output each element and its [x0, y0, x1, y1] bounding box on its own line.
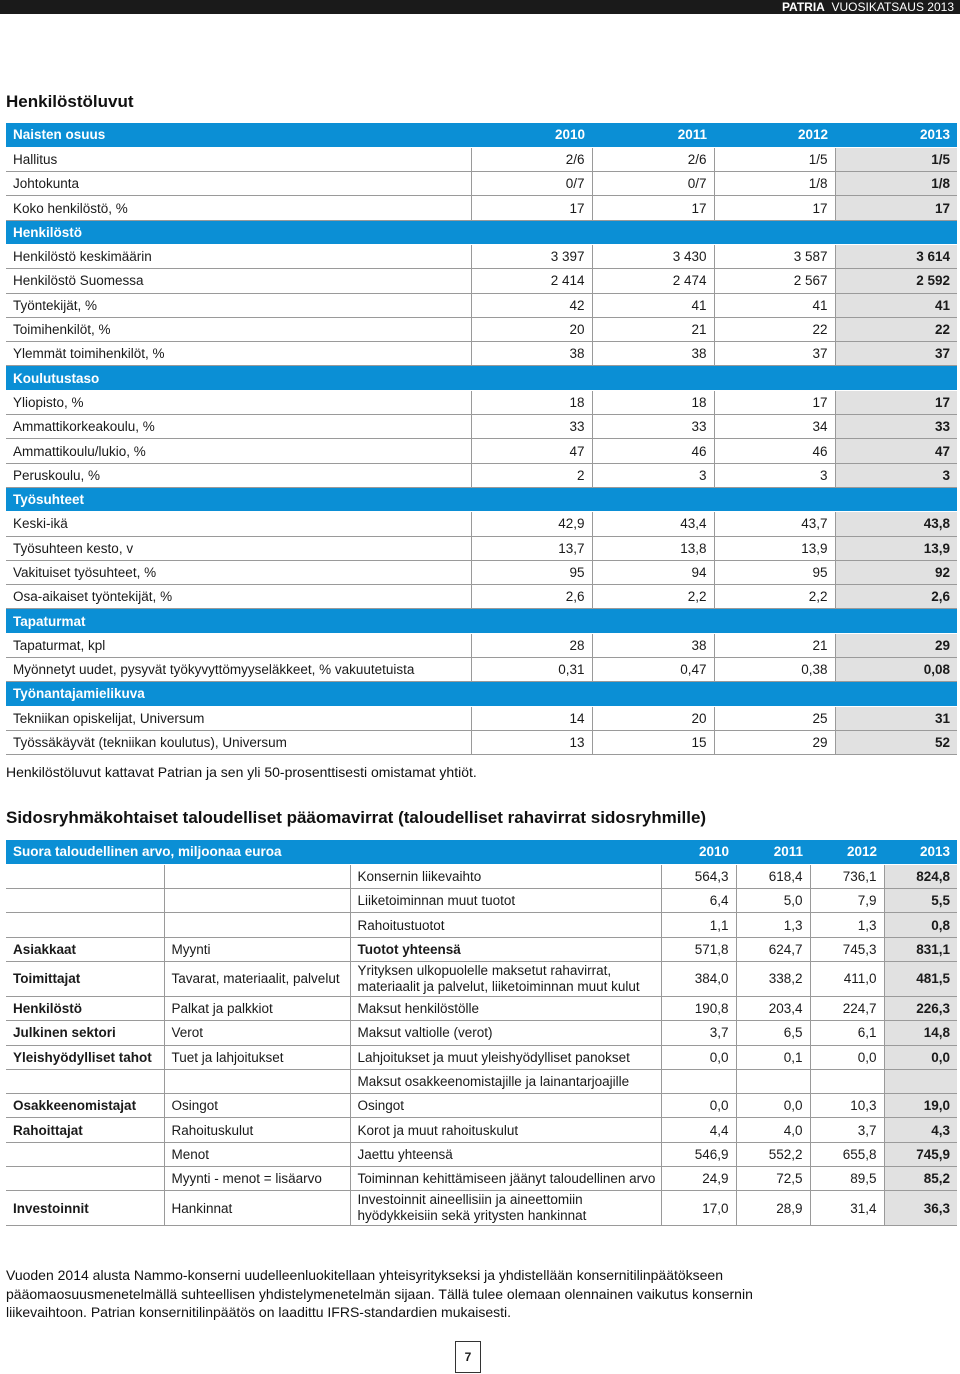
value-cell-2010: 0,31 [471, 658, 592, 682]
stakeholder-cell [6, 913, 164, 937]
year-header: 2012 [714, 123, 835, 147]
cashflow-table [6, 840, 957, 1226]
value-cell-2011: 41 [592, 293, 714, 317]
row-label: Myönnetyt uudet, pysyvät työkyvyttömyyseläkkeet, % vakuutetuista [6, 658, 471, 682]
flow-type-cell [164, 1069, 350, 1093]
value-cell-2010: 2 414 [471, 269, 592, 293]
value-cell-2013: 29 [835, 633, 957, 657]
value-cell-2011: 2 474 [592, 269, 714, 293]
header-spacer [714, 609, 835, 633]
value-cell-2011: 21 [592, 317, 714, 341]
row-label: Työntekijät, % [6, 293, 471, 317]
header-spacer [835, 609, 957, 633]
year-header: 2013 [884, 840, 957, 864]
header-spacer [471, 609, 592, 633]
description-cell: Osingot [350, 1094, 661, 1118]
value-cell-2012: 0,0 [810, 1045, 884, 1069]
value-cell-2013: 36,3 [884, 1191, 957, 1226]
table-row [6, 342, 957, 366]
personnel-section-title: Henkilöstöluvut [6, 92, 134, 111]
value-cell-2012: 6,1 [810, 1021, 884, 1045]
value-cell-2013: 2 592 [835, 269, 957, 293]
row-label: Osa-aikaiset työntekijät, % [6, 585, 471, 609]
value-cell-2013: 92 [835, 560, 957, 584]
row-label: Työssäkäyvät (tekniikan koulutus), Universum [6, 730, 471, 754]
value-cell-2013: 824,8 [884, 864, 957, 888]
row-label: Hallitus [6, 147, 471, 171]
flow-type-cell: Verot [164, 1021, 350, 1045]
table-row [6, 658, 957, 682]
group-header-row [6, 609, 957, 633]
value-cell-2011: 624,7 [736, 937, 810, 961]
value-cell-2011 [736, 1069, 810, 1093]
value-cell-2013: 481,5 [884, 961, 957, 996]
personnel-table [6, 123, 957, 755]
header-spacer [714, 366, 835, 390]
header-spacer [592, 609, 714, 633]
value-cell-2013: 22 [835, 317, 957, 341]
value-cell-2012: 22 [714, 317, 835, 341]
value-cell-2010: 17,0 [661, 1191, 736, 1226]
value-cell-2011: 552,2 [736, 1142, 810, 1166]
group-header-row [6, 487, 957, 511]
value-cell-2012: 13,9 [714, 536, 835, 560]
description-cell: Korot ja muut rahoituskulut [350, 1118, 661, 1142]
group-header-row [6, 682, 957, 706]
value-cell-2010: 0/7 [471, 172, 592, 196]
value-cell-2011: 33 [592, 415, 714, 439]
value-cell-2010: 42,9 [471, 512, 592, 536]
brand-name: PATRIA [781, 0, 825, 14]
value-cell-2011: 6,5 [736, 1021, 810, 1045]
flow-type-cell [164, 889, 350, 913]
table-row [6, 633, 957, 657]
year-header: 2011 [736, 840, 810, 864]
value-cell-2012: 21 [714, 633, 835, 657]
value-cell-2010: 13 [471, 730, 592, 754]
table-row [6, 196, 957, 220]
table-row [6, 1021, 957, 1045]
description-cell: Konsernin liikevaihto [350, 864, 661, 888]
value-cell-2010: 18 [471, 390, 592, 414]
value-cell-2010: 3 397 [471, 244, 592, 268]
value-cell-2013: 13,9 [835, 536, 957, 560]
value-cell-2010: 33 [471, 415, 592, 439]
value-cell-2010: 95 [471, 560, 592, 584]
value-cell-2013: 4,3 [884, 1118, 957, 1142]
header-spacer [471, 366, 592, 390]
value-cell-2011: 18 [592, 390, 714, 414]
row-label: Tapaturmat, kpl [6, 633, 471, 657]
value-cell-2013: 14,8 [884, 1021, 957, 1045]
value-cell-2011: 3 430 [592, 244, 714, 268]
table-row [6, 864, 957, 888]
row-label: Yliopisto, % [6, 390, 471, 414]
value-cell-2011: 4,0 [736, 1118, 810, 1142]
flow-type-cell: Myynti [164, 937, 350, 961]
header-spacer [592, 366, 714, 390]
description-cell: Lahjoitukset ja muut yleishyödylliset panokset [350, 1045, 661, 1069]
table-row [6, 415, 957, 439]
flow-type-cell: Menot [164, 1142, 350, 1166]
year-header: 2011 [592, 123, 714, 147]
value-cell-2010: 38 [471, 342, 592, 366]
stakeholder-cell: Osakkeenomistajat [6, 1094, 164, 1118]
stakeholder-cell: Yleishyödylliset tahot [6, 1045, 164, 1069]
value-cell-2013: 19,0 [884, 1094, 957, 1118]
value-cell-2013: 0,0 [884, 1045, 957, 1069]
header-spacer [835, 220, 957, 244]
stakeholder-cell [6, 1069, 164, 1093]
stakeholder-cell: Henkilöstö [6, 996, 164, 1020]
group-label: Työsuhteet [6, 487, 471, 511]
stakeholder-cell: Rahoittajat [6, 1118, 164, 1142]
value-cell-2013: 745,9 [884, 1142, 957, 1166]
value-cell-2013: 85,2 [884, 1167, 957, 1191]
row-label: Henkilöstö keskimäärin [6, 244, 471, 268]
value-cell-2013: 41 [835, 293, 957, 317]
document-name: VUOSIKATSAUS 2013 [831, 0, 954, 14]
value-cell-2012: 224,7 [810, 996, 884, 1020]
table-row [6, 961, 957, 996]
value-cell-2010: 0,0 [661, 1094, 736, 1118]
table-row [6, 585, 957, 609]
header-spacer [835, 487, 957, 511]
flow-type-cell [164, 913, 350, 937]
value-cell-2010: 2/6 [471, 147, 592, 171]
value-cell-2013: 1/5 [835, 147, 957, 171]
value-cell-2012: 95 [714, 560, 835, 584]
table-row [6, 1191, 957, 1226]
row-label: Peruskoulu, % [6, 463, 471, 487]
value-cell-2013: 17 [835, 390, 957, 414]
value-cell-2013: 0,8 [884, 913, 957, 937]
value-cell-2011: 72,5 [736, 1167, 810, 1191]
value-cell-2011: 5,0 [736, 889, 810, 913]
stakeholder-cell [6, 1142, 164, 1166]
value-cell-2011: 17 [592, 196, 714, 220]
value-cell-2012: 655,8 [810, 1142, 884, 1166]
value-cell-2013 [884, 1069, 957, 1093]
flow-type-cell: Hankinnat [164, 1191, 350, 1226]
header-spacer [592, 682, 714, 706]
value-cell-2011: 38 [592, 342, 714, 366]
table-row [6, 1167, 957, 1191]
group-header-row [6, 220, 957, 244]
value-cell-2012: 736,1 [810, 864, 884, 888]
description-cell: Investoinnit aineellisiin ja aineettomiin hyödykkeisiin sekä yritysten hankinnat [350, 1191, 661, 1226]
value-cell-2010: 20 [471, 317, 592, 341]
value-cell-2010: 564,3 [661, 864, 736, 888]
header-spacer [714, 682, 835, 706]
value-cell-2011: 338,2 [736, 961, 810, 996]
value-cell-2012: 29 [714, 730, 835, 754]
group-label: Henkilöstö [6, 220, 471, 244]
consolidation-footnote: Vuoden 2014 alusta Nammo-konserni uudelleenluokitellaan yhteisyritykseksi ja yhdistellään konsernitilinpäätökseen pääomaosuusmenetelmällä suhteellisen yhdistelymenetelmän sijaan. Tällä tulee olemaan olennainen vaikutus konsernin liikevaihtoon. Patrian konsernitilinpäätös on laadittu IFRS-standardien mukaisesti. [6, 1267, 753, 1320]
value-cell-2012: 7,9 [810, 889, 884, 913]
table-row [6, 560, 957, 584]
row-label: Keski-ikä [6, 512, 471, 536]
stakeholder-cell: Asiakkaat [6, 937, 164, 961]
value-cell-2010: 0,0 [661, 1045, 736, 1069]
cashflow-header-row [6, 840, 957, 864]
value-cell-2012: 34 [714, 415, 835, 439]
value-cell-2012: 46 [714, 439, 835, 463]
flow-type-cell [164, 864, 350, 888]
value-cell-2010: 2,6 [471, 585, 592, 609]
value-cell-2012: 10,3 [810, 1094, 884, 1118]
personnel-note: Henkilöstöluvut kattavat Patrian ja sen yli 50-prosenttisesti omistamat yhtiöt. [6, 764, 477, 780]
table-row [6, 439, 957, 463]
description-cell: Yrityksen ulkopuolelle maksetut rahavirrat, materiaalit ja palvelut, liiketoiminnan muut kulut [350, 961, 661, 996]
group-label: Koulutustaso [6, 366, 471, 390]
value-cell-2013: 3 [835, 463, 957, 487]
table-row [6, 536, 957, 560]
value-cell-2010: 4,4 [661, 1118, 736, 1142]
value-cell-2012: 43,7 [714, 512, 835, 536]
value-cell-2013: 2,6 [835, 585, 957, 609]
flow-type-cell: Osingot [164, 1094, 350, 1118]
description-cell: Maksut osakkeenomistajille ja lainantarjoajille [350, 1069, 661, 1093]
stakeholder-cell [6, 864, 164, 888]
stakeholder-cell [6, 889, 164, 913]
value-cell-2012: 745,3 [810, 937, 884, 961]
header-spacer [471, 220, 592, 244]
stakeholder-cell: Toimittajat [6, 961, 164, 996]
value-cell-2012: 1/5 [714, 147, 835, 171]
value-cell-2012: 0,38 [714, 658, 835, 682]
row-label: Ylemmät toimihenkilöt, % [6, 342, 471, 366]
header-spacer [714, 220, 835, 244]
flow-type-cell: Tavarat, materiaalit, palvelut [164, 961, 350, 996]
flow-type-cell: Myynti - menot = lisäarvo [164, 1167, 350, 1191]
value-cell-2011: 28,9 [736, 1191, 810, 1226]
value-cell-2010: 546,9 [661, 1142, 736, 1166]
value-cell-2011: 13,8 [592, 536, 714, 560]
value-cell-2010: 24,9 [661, 1167, 736, 1191]
description-cell: Tuotot yhteensä [350, 937, 661, 961]
table-row [6, 889, 957, 913]
flow-type-cell: Tuet ja lahjoitukset [164, 1045, 350, 1069]
table-row [6, 913, 957, 937]
value-cell-2013: 226,3 [884, 996, 957, 1020]
group-label: Naisten osuus [6, 123, 471, 147]
value-cell-2011: 43,4 [592, 512, 714, 536]
value-cell-2012: 2,2 [714, 585, 835, 609]
value-cell-2011: 20 [592, 706, 714, 730]
value-cell-2011: 0,0 [736, 1094, 810, 1118]
description-cell: Liiketoiminnan muut tuotot [350, 889, 661, 913]
value-cell-2013: 1/8 [835, 172, 957, 196]
stakeholder-cell: Julkinen sektori [6, 1021, 164, 1045]
value-cell-2012: 2 567 [714, 269, 835, 293]
group-header-row [6, 366, 957, 390]
stakeholder-cell: Investoinnit [6, 1191, 164, 1226]
year-header: 2012 [810, 840, 884, 864]
value-cell-2013: 0,08 [835, 658, 957, 682]
header-spacer [592, 220, 714, 244]
table-row [6, 1069, 957, 1093]
row-label: Tekniikan opiskelijat, Universum [6, 706, 471, 730]
value-cell-2012: 1,3 [810, 913, 884, 937]
value-cell-2011: 38 [592, 633, 714, 657]
value-cell-2012: 37 [714, 342, 835, 366]
description-cell: Maksut henkilöstölle [350, 996, 661, 1020]
value-cell-2010: 6,4 [661, 889, 736, 913]
group-header-row [6, 123, 957, 147]
value-cell-2013: 3 614 [835, 244, 957, 268]
value-cell-2011: 3 [592, 463, 714, 487]
row-label: Johtokunta [6, 172, 471, 196]
value-cell-2011: 2/6 [592, 147, 714, 171]
table-row [6, 269, 957, 293]
flow-type-cell: Rahoituskulut [164, 1118, 350, 1142]
value-cell-2012: 25 [714, 706, 835, 730]
value-cell-2012: 3,7 [810, 1118, 884, 1142]
value-cell-2012: 17 [714, 196, 835, 220]
value-cell-2010: 1,1 [661, 913, 736, 937]
value-cell-2012: 31,4 [810, 1191, 884, 1226]
value-cell-2013: 5,5 [884, 889, 957, 913]
value-cell-2013: 47 [835, 439, 957, 463]
value-cell-2013: 43,8 [835, 512, 957, 536]
value-cell-2013: 17 [835, 196, 957, 220]
table-row [6, 512, 957, 536]
value-cell-2010: 47 [471, 439, 592, 463]
stakeholder-cell [6, 1167, 164, 1191]
table-row [6, 463, 957, 487]
group-label: Tapaturmat [6, 609, 471, 633]
value-cell-2012: 3 [714, 463, 835, 487]
header-spacer [835, 682, 957, 706]
description-cell: Rahoitustuotot [350, 913, 661, 937]
row-label: Toimihenkilöt, % [6, 317, 471, 341]
value-cell-2010: 28 [471, 633, 592, 657]
table-row [6, 1094, 957, 1118]
table-row [6, 706, 957, 730]
value-cell-2012 [810, 1069, 884, 1093]
document-header-bar [0, 0, 960, 14]
value-cell-2011: 46 [592, 439, 714, 463]
table-row [6, 317, 957, 341]
table-row [6, 293, 957, 317]
table-row [6, 147, 957, 171]
group-label: Työnantajamielikuva [6, 682, 471, 706]
table-row [6, 390, 957, 414]
value-cell-2010: 13,7 [471, 536, 592, 560]
value-cell-2013: 52 [835, 730, 957, 754]
value-cell-2010: 384,0 [661, 961, 736, 996]
row-label: Ammattikorkeakoulu, % [6, 415, 471, 439]
value-cell-2011: 0,1 [736, 1045, 810, 1069]
page-number: 7 [455, 1341, 481, 1373]
table-row [6, 1142, 957, 1166]
value-cell-2010: 571,8 [661, 937, 736, 961]
value-cell-2012: 17 [714, 390, 835, 414]
header-spacer [835, 366, 957, 390]
value-cell-2011: 0/7 [592, 172, 714, 196]
table-row [6, 244, 957, 268]
value-cell-2013: 31 [835, 706, 957, 730]
value-cell-2011: 0,47 [592, 658, 714, 682]
description-cell: Toiminnan kehittämiseen jäänyt taloudellinen arvo [350, 1167, 661, 1191]
cashflow-section-title: Sidosryhmäkohtaiset taloudelliset pääomavirrat (taloudelliset rahavirrat sidosryhmille) [6, 808, 707, 827]
value-cell-2012: 3 587 [714, 244, 835, 268]
value-cell-2011: 203,4 [736, 996, 810, 1020]
year-header: 2013 [835, 123, 957, 147]
year-header: 2010 [661, 840, 736, 864]
table-row [6, 937, 957, 961]
value-cell-2012: 1/8 [714, 172, 835, 196]
header-spacer [471, 487, 592, 511]
value-cell-2012: 411,0 [810, 961, 884, 996]
header-spacer [592, 487, 714, 511]
flow-type-cell: Palkat ja palkkiot [164, 996, 350, 1020]
value-cell-2010: 14 [471, 706, 592, 730]
value-cell-2010: 17 [471, 196, 592, 220]
table-row [6, 996, 957, 1020]
value-cell-2011: 1,3 [736, 913, 810, 937]
value-cell-2010: 42 [471, 293, 592, 317]
row-label: Vakituiset työsuhteet, % [6, 560, 471, 584]
cashflow-header-label: Suora taloudellinen arvo, miljoonaa euroa [6, 840, 661, 864]
year-header: 2010 [471, 123, 592, 147]
row-label: Henkilöstö Suomessa [6, 269, 471, 293]
header-spacer [714, 487, 835, 511]
table-row [6, 1045, 957, 1069]
value-cell-2010: 2 [471, 463, 592, 487]
value-cell-2012: 41 [714, 293, 835, 317]
description-cell: Jaettu yhteensä [350, 1142, 661, 1166]
row-label: Ammattikoulu/lukio, % [6, 439, 471, 463]
row-label: Työsuhteen kesto, v [6, 536, 471, 560]
description-cell: Maksut valtiolle (verot) [350, 1021, 661, 1045]
value-cell-2010: 190,8 [661, 996, 736, 1020]
value-cell-2011: 618,4 [736, 864, 810, 888]
value-cell-2011: 94 [592, 560, 714, 584]
value-cell-2010 [661, 1069, 736, 1093]
table-row [6, 730, 957, 754]
value-cell-2013: 831,1 [884, 937, 957, 961]
table-row [6, 172, 957, 196]
value-cell-2012: 89,5 [810, 1167, 884, 1191]
row-label: Koko henkilöstö, % [6, 196, 471, 220]
value-cell-2010: 3,7 [661, 1021, 736, 1045]
table-row [6, 1118, 957, 1142]
value-cell-2011: 2,2 [592, 585, 714, 609]
value-cell-2013: 33 [835, 415, 957, 439]
value-cell-2013: 37 [835, 342, 957, 366]
header-spacer [471, 682, 592, 706]
value-cell-2011: 15 [592, 730, 714, 754]
